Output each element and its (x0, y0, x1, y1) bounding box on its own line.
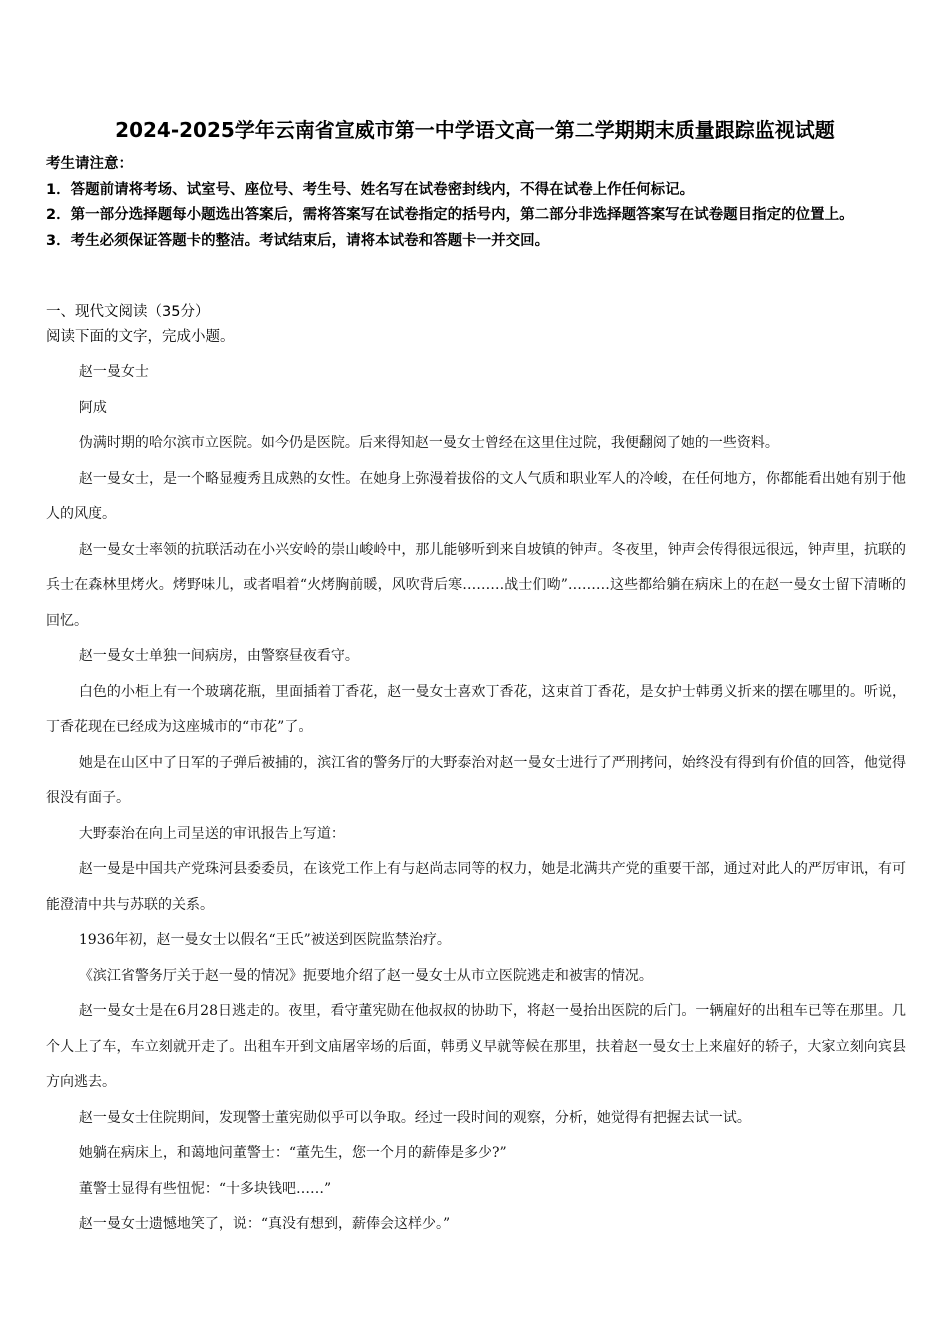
article-paragraph: 白色的小柜上有一个玻璃花瓶，里面插着丁香花，赵一曼女士喜欢丁香花，这束首丁香花，是女护士韩勇义折来的摆在哪里的。听说，丁香花现在已经成为这座城市的“市花”了。 (46, 683, 906, 735)
section-header (46, 300, 906, 350)
section-instruction: 阅读下面的文字，完成小题。 (46, 329, 235, 345)
reading-passage (46, 355, 906, 1243)
article-author: 阿成 (78, 399, 107, 416)
article-paragraph: 董警士显得有些忸怩：“十多块钱吧……” (78, 1180, 332, 1197)
article-paragraph: 赵一曼女士遗憾地笑了，说：“真没有想到，薪俸会这样少。” (78, 1216, 451, 1232)
exam-title: 2024-2025学年云南省宣威市第一中学语文高一第二学期期末质量跟踪监视试题 (115, 118, 835, 142)
article-paragraph: 1936年初，赵一曼女士以假名“王氏”被送到医院监禁治疗。 (78, 932, 451, 948)
article-paragraph: 她是在山区中了日军的子弹后被捕的，滨江省的警务厅的大野泰治对赵一曼女士进行了严刑拷问，始终没有得到有价值的回答，他觉得很没有面子。 (46, 754, 906, 806)
notice-item-1: 1．答题前请将考场、试室号、座位号、考生号、姓名写在试卷密封线内，不得在试卷上作任何标记。 (46, 181, 695, 198)
article-paragraph: 《滨江省警务厅关于赵一曼的情况》扼要地介绍了赵一曼女士从市立医院逃走和被害的情况。 (78, 967, 653, 984)
article-paragraph: 大野泰治在向上司呈送的审讯报告上写道： (78, 825, 345, 842)
article-paragraph: 赵一曼女士是在6月28日逃走的。夜里，看守董宪勋在他叔叔的协助下，将赵一曼抬出医院的后门。一辆雇好的出租车已等在那里。几个人上了车，车立刻就开走了。出租车开到文庙屠宰场的后面，韩勇义早就等候在那里，扶着赵一曼女士上来雇好的轿子，大家立刻向宾县方向逃去。 (46, 1003, 906, 1090)
section-heading: 一、现代文阅读（35分） (46, 304, 210, 320)
exam-notice (46, 152, 906, 254)
article-title: 赵一曼女士 (78, 364, 149, 380)
notice-heading: 考生请注意： (46, 156, 133, 172)
article-paragraph: 赵一曼女士，是一个略显瘦秀且成熟的女性。在她身上弥漫着拔俗的文人气质和职业军人的冷峻，在任何地方，你都能看出她有别于他人的风度。 (46, 470, 906, 522)
article-paragraph: 赵一曼女士单独一间病房，由警察昼夜看守。 (78, 648, 359, 664)
article-paragraph: 赵一曼是中国共产党珠河县委委员，在该党工作上有与赵尚志同等的权力，她是北满共产党的重要干部，通过对此人的严厉审讯，有可能澄清中共与苏联的关系。 (46, 861, 906, 913)
article-paragraph: 赵一曼女士率领的抗联活动在小兴安岭的崇山峻岭中，那儿能够听到来自坡镇的钟声。冬夜里，钟声会传得很远很远，钟声里，抗联的兵士在森林里烤火。烤野味儿，或者唱着“火烤胸前暖，风吹背后寒………战士们呦”………这些都给躺在病床上的在赵一曼女士留下清晰的回忆。 (46, 541, 906, 629)
article-paragraph: 伪满时期的哈尔滨市立医院。如今仍是医院。后来得知赵一曼女士曾经在这里住过院，我便翻阅了她的一些资料。 (78, 435, 779, 451)
notice-item-3: 3．考生必须保证答题卡的整洁。考试结束后，请将本试卷和答题卡一并交回。 (46, 232, 550, 249)
article-paragraph: 赵一曼女士住院期间，发现警士董宪勋似乎可以争取。经过一段时间的观察，分析，她觉得有把握去试一试。 (78, 1109, 751, 1126)
article-paragraph: 她躺在病床上，和蔼地问董警士：“董先生，您一个月的薪俸是多少?” (78, 1145, 507, 1161)
notice-item-2: 2．第一部分选择题每小题选出答案后，需将答案写在试卷指定的括号内，第二部分非选择题答案写在试卷题目指定的位置上。 (46, 207, 854, 223)
